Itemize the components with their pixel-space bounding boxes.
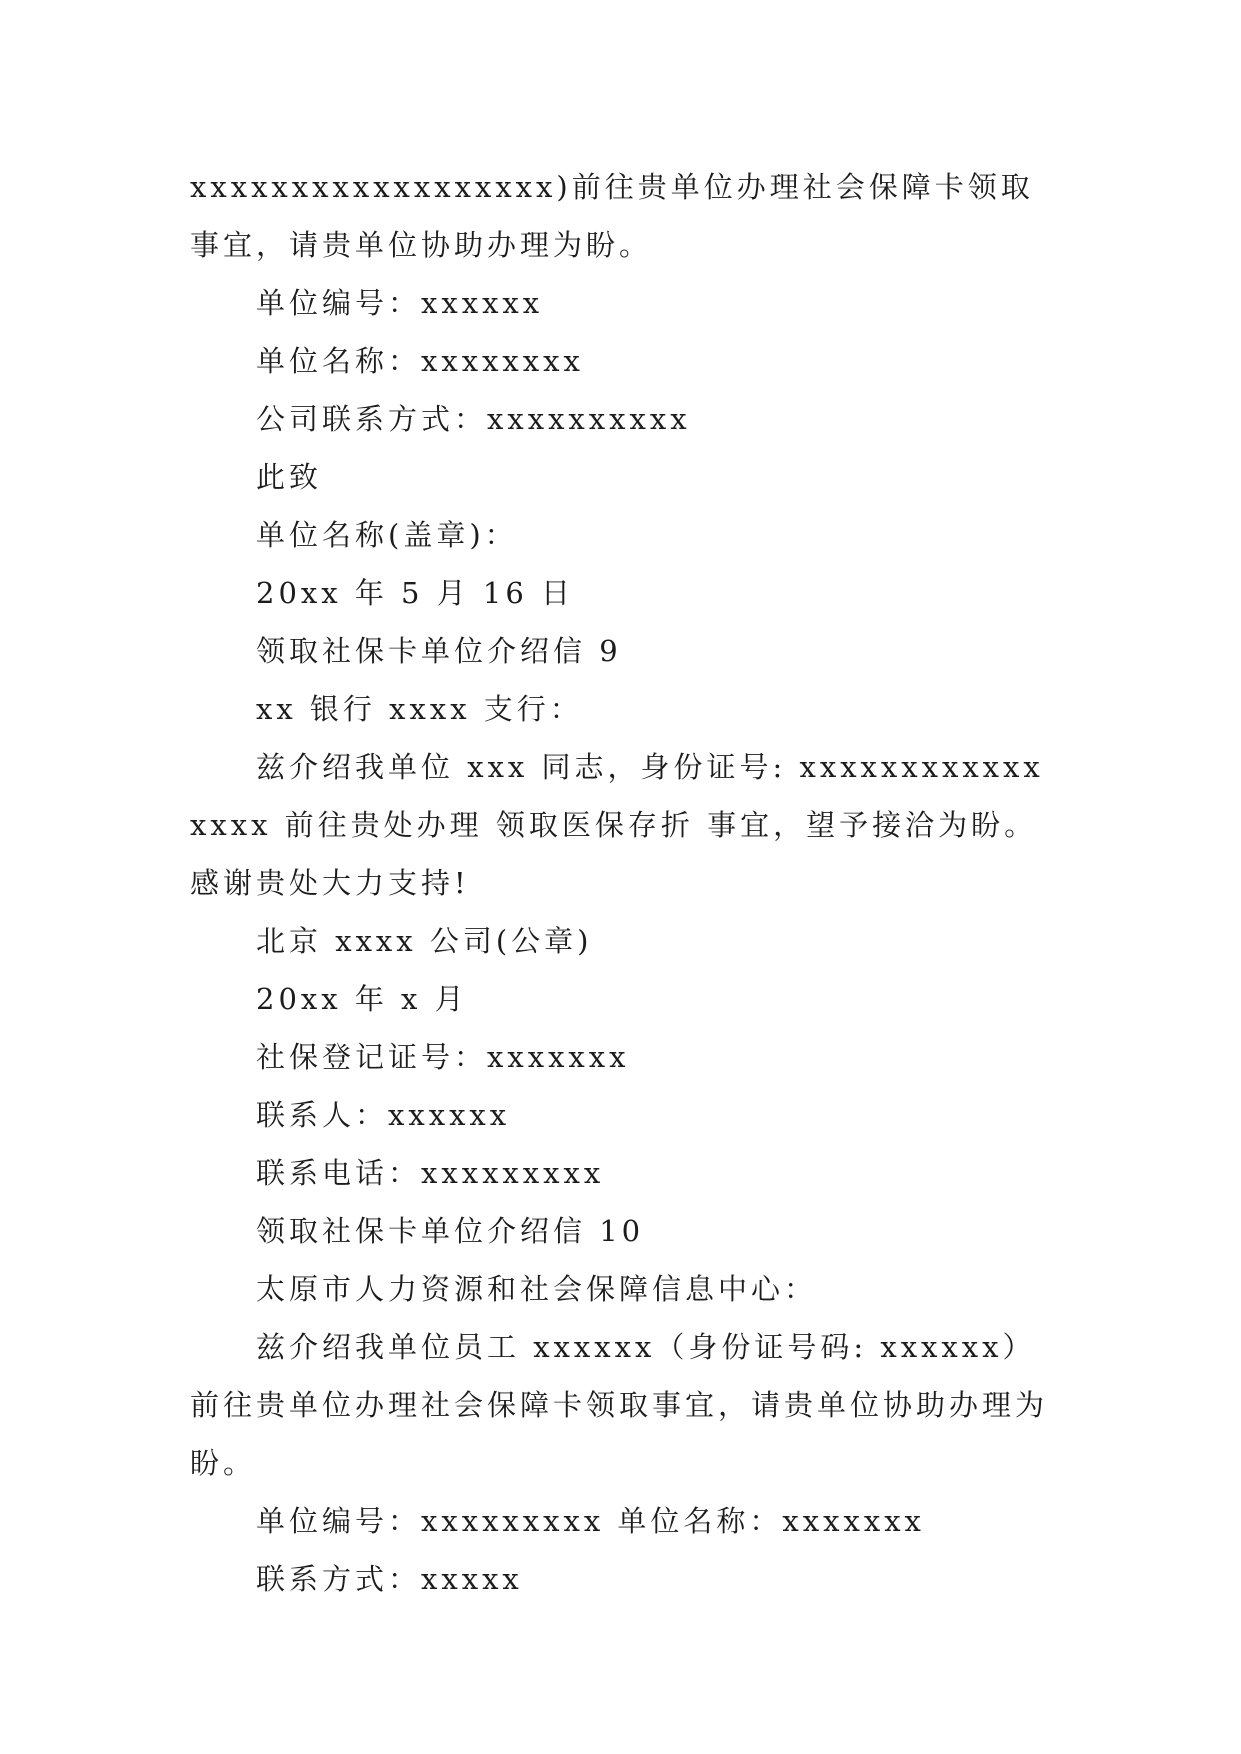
- company-seal-line: 北京 xxxx 公司(公章): [256, 924, 593, 958]
- paragraph-continuation: xxxxxxxxxxxxxxxxxx)前往贵单位办理社会保障卡领取事宜，请贵单位协助办理为盼。: [190, 170, 1034, 262]
- introduction-paragraph: 兹介绍我单位员工 xxxxxx（身份证号码: xxxxxx）前往贵单位办理社会保障卡领取事宜，请贵单位协助办理为盼。: [190, 1330, 1049, 1480]
- document-body: [190, 158, 1060, 1608]
- registration-number-line: 社保登记证号：xxxxxxx: [256, 1040, 630, 1074]
- contact-phone-line: 联系电话：xxxxxxxxx: [256, 1156, 605, 1190]
- contact-person-line: 联系人：xxxxxx: [256, 1098, 511, 1132]
- recipient-center-line: 太原市人力资源和社会保障信息中心：: [256, 1272, 818, 1306]
- company-contact-line: 公司联系方式：xxxxxxxxxx: [256, 402, 691, 436]
- section-heading-10: 领取社保卡单位介绍信 10: [256, 1214, 645, 1248]
- recipient-bank-line: xx 银行 xxxx 支行：: [256, 692, 583, 726]
- closing-salutation: 此致: [256, 460, 323, 494]
- unit-name-line: 单位名称：xxxxxxxx: [256, 344, 584, 378]
- unit-number-name-line: 单位编号：xxxxxxxxx 单位名称：xxxxxxx: [256, 1504, 925, 1538]
- section-heading-9: 领取社保卡单位介绍信 9: [256, 634, 622, 668]
- introduction-paragraph: 兹介绍我单位 xxx 同志，身份证号: xxxxxxxxxxxxxxxx 前往贵处办理 领取医保存折 事宜，望予接洽为盼。感谢贵处大力支持!: [190, 750, 1044, 900]
- unit-seal-line: 单位名称(盖章)：: [256, 518, 518, 552]
- unit-number-line: 单位编号：xxxxxx: [256, 286, 544, 320]
- contact-method-line: 联系方式：xxxxx: [256, 1562, 523, 1596]
- date-line: 20xx 年 5 月 16 日: [256, 576, 575, 610]
- date-line: 20xx 年 x 月: [256, 982, 468, 1016]
